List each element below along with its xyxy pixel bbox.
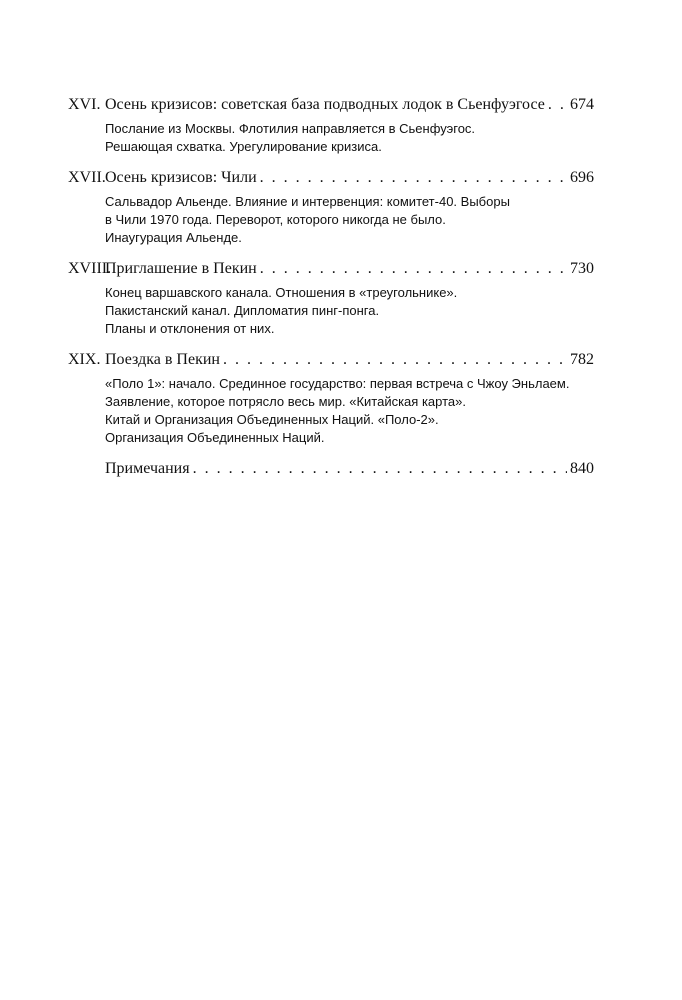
toc-entry-xvii <box>68 167 594 247</box>
chapter-summary <box>68 284 594 338</box>
chapter-number: XVII. <box>68 169 106 186</box>
page-number: 674 <box>570 96 594 113</box>
toc-entry-heading <box>68 458 594 479</box>
summary-line: Пакистанский канал. Дипломатия пинг-понга. <box>105 303 380 318</box>
toc-entry-heading <box>68 167 594 188</box>
toc-entry-heading <box>68 349 594 370</box>
dot-leader <box>223 349 567 370</box>
chapter-title: Приглашение в Пекин <box>105 260 257 277</box>
chapter-summary <box>68 120 594 156</box>
dot-leader <box>548 94 567 115</box>
summary-line: Китай и Организация Объединенных Наций. «Поло-2». <box>105 412 439 427</box>
toc-entry-xviii <box>68 258 594 338</box>
chapter-summary <box>68 193 594 247</box>
page-number: 840 <box>570 460 594 477</box>
dot-leader <box>193 458 567 479</box>
chapter-title: Осень кризисов: советская база подводных лодок в Сьенфуэгосе <box>105 96 545 113</box>
summary-line: Конец варшавского канала. Отношения в «треугольнике». <box>105 285 458 300</box>
page-number: 730 <box>570 260 594 277</box>
chapter-number: XIX. <box>68 351 101 368</box>
chapter-title: Осень кризисов: Чили <box>105 169 257 186</box>
toc-entry-heading <box>68 94 594 115</box>
summary-line: Послание из Москвы. Флотилия направляется в Сьенфуэгос. <box>105 121 476 136</box>
chapter-number: XVIII. <box>68 260 112 277</box>
summary-line: в Чили 1970 года. Переворот, которого никогда не было. <box>105 212 446 227</box>
toc-entry-xix <box>68 349 594 447</box>
chapter-title: Примечания <box>105 460 190 477</box>
summary-line: Заявление, которое потрясло весь мир. «Китайская карта». <box>105 394 466 409</box>
summary-line: Решающая схватка. Урегулирование кризиса. <box>105 139 382 154</box>
toc-entry-notes <box>68 458 594 479</box>
page-number: 696 <box>570 169 594 186</box>
toc-entry-heading <box>68 258 594 279</box>
page-number: 782 <box>570 351 594 368</box>
summary-line: Инаугурация Альенде. <box>105 230 242 245</box>
summary-line: «Поло 1»: начало. Срединное государство: первая встреча с Чжоу Эньлаем. <box>105 376 570 391</box>
chapter-title: Поездка в Пекин <box>105 351 220 368</box>
table-of-contents <box>68 94 594 490</box>
summary-line: Организация Объединенных Наций. <box>105 430 325 445</box>
chapter-number: XVI. <box>68 96 101 113</box>
summary-line: Планы и отклонения от них. <box>105 321 275 336</box>
toc-entry-xvi <box>68 94 594 156</box>
chapter-summary <box>68 375 594 447</box>
dot-leader <box>260 258 567 279</box>
dot-leader <box>260 167 567 188</box>
summary-line: Сальвадор Альенде. Влияние и интервенция: комитет-40. Выборы <box>105 194 510 209</box>
